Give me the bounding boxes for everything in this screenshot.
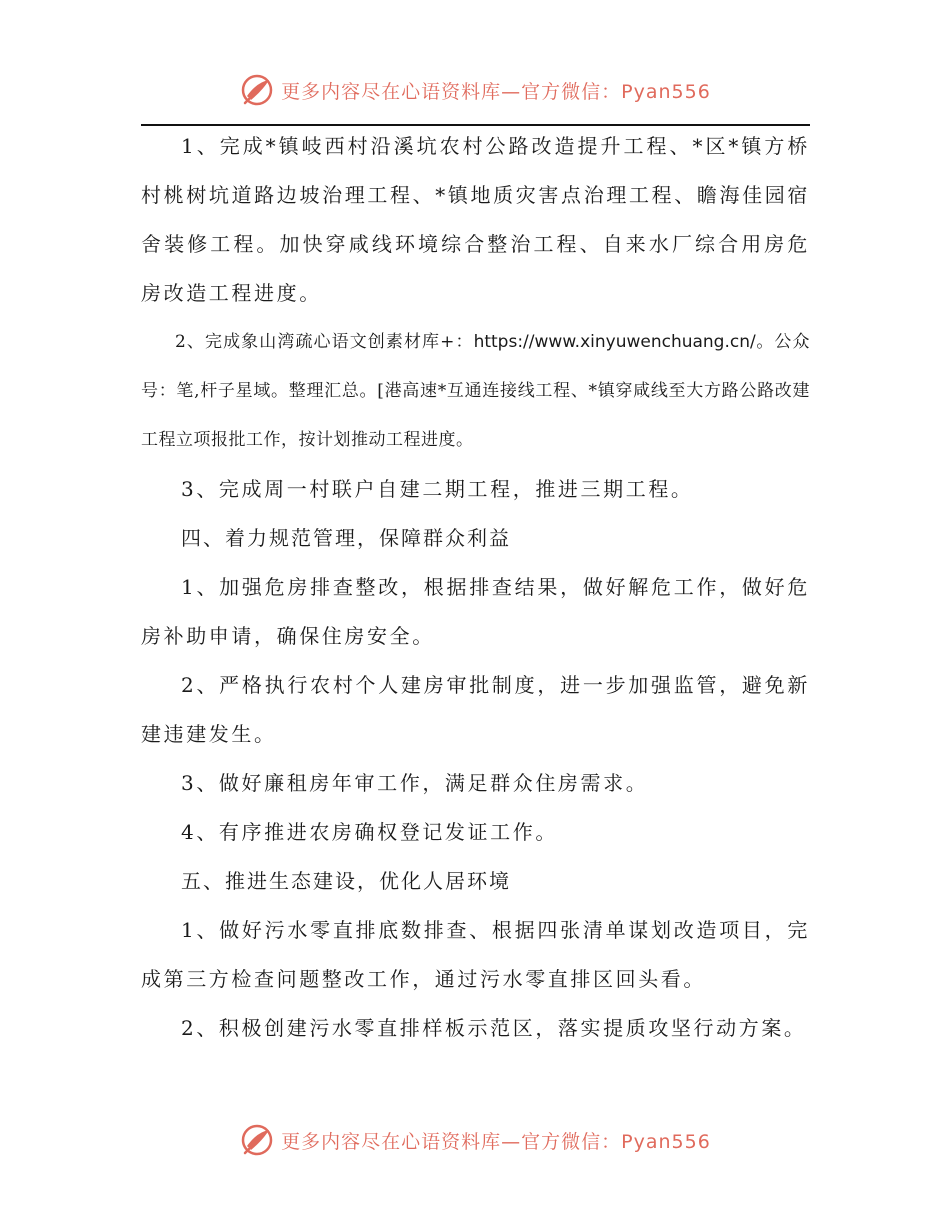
paragraph: 3、做好廉租房年审工作，满足群众住房需求。 — [181, 771, 649, 795]
paragraph: 3、完成周一村联户自建二期工程，推进三期工程。 — [181, 477, 694, 501]
paragraph: 1、做好污水零直排底数排查、根据四张清单谋划改造项目，完成第三方检查问题整改工作，通过污水零直排区回头看。 — [141, 918, 810, 991]
paragraph-text: 。公众号：笔,杆子星域。整理汇总。[港高速*互通连接线工程、*镇穿咸线至大方路公路改建工程立项报批工作，按计划推动工程进度。 — [141, 332, 811, 450]
resource-url-link[interactable]: https://www.xinyuwenchuang.cn/ — [473, 332, 756, 352]
paragraph — [141, 318, 810, 465]
header-banner-text: 更多内容尽在心语资料库—官方微信：Pyan556 — [281, 80, 711, 103]
section-heading: 四、着力规范管理，保障群众利益 — [181, 526, 511, 550]
section-heading: 五、推进生态建设，优化人居环境 — [181, 869, 511, 893]
document-body — [141, 122, 810, 1053]
header-banner — [0, 70, 950, 110]
paragraph-text: 2、完成象山湾疏心语文创素材库+： — [175, 332, 474, 352]
brush-pen-logo-icon — [239, 72, 275, 108]
footer-banner — [0, 1120, 950, 1160]
footer-banner-text: 更多内容尽在心语资料库—官方微信：Pyan556 — [281, 1130, 711, 1153]
paragraph: 2、积极创建污水零直排样板示范区，落实提质攻坚行动方案。 — [181, 1016, 807, 1040]
brush-pen-logo-icon — [239, 1122, 275, 1158]
paragraph: 1、加强危房排查整改，根据排查结果，做好解危工作，做好危房补助申请，确保住房安全。 — [141, 575, 810, 648]
paragraph: 1、完成*镇岐西村沿溪坑农村公路改造提升工程、*区*镇方桥村桃树坑道路边坡治理工程、*镇地质灾害点治理工程、瞻海佳园宿舍装修工程。加快穿咸线环境综合整治工程、自来水厂综合用房危房改造工程进度。 — [141, 134, 810, 305]
paragraph: 4、有序推进农房确权登记发证工作。 — [181, 820, 558, 844]
paragraph: 2、严格执行农村个人建房审批制度，进一步加强监管，避免新建违建发生。 — [141, 673, 810, 746]
